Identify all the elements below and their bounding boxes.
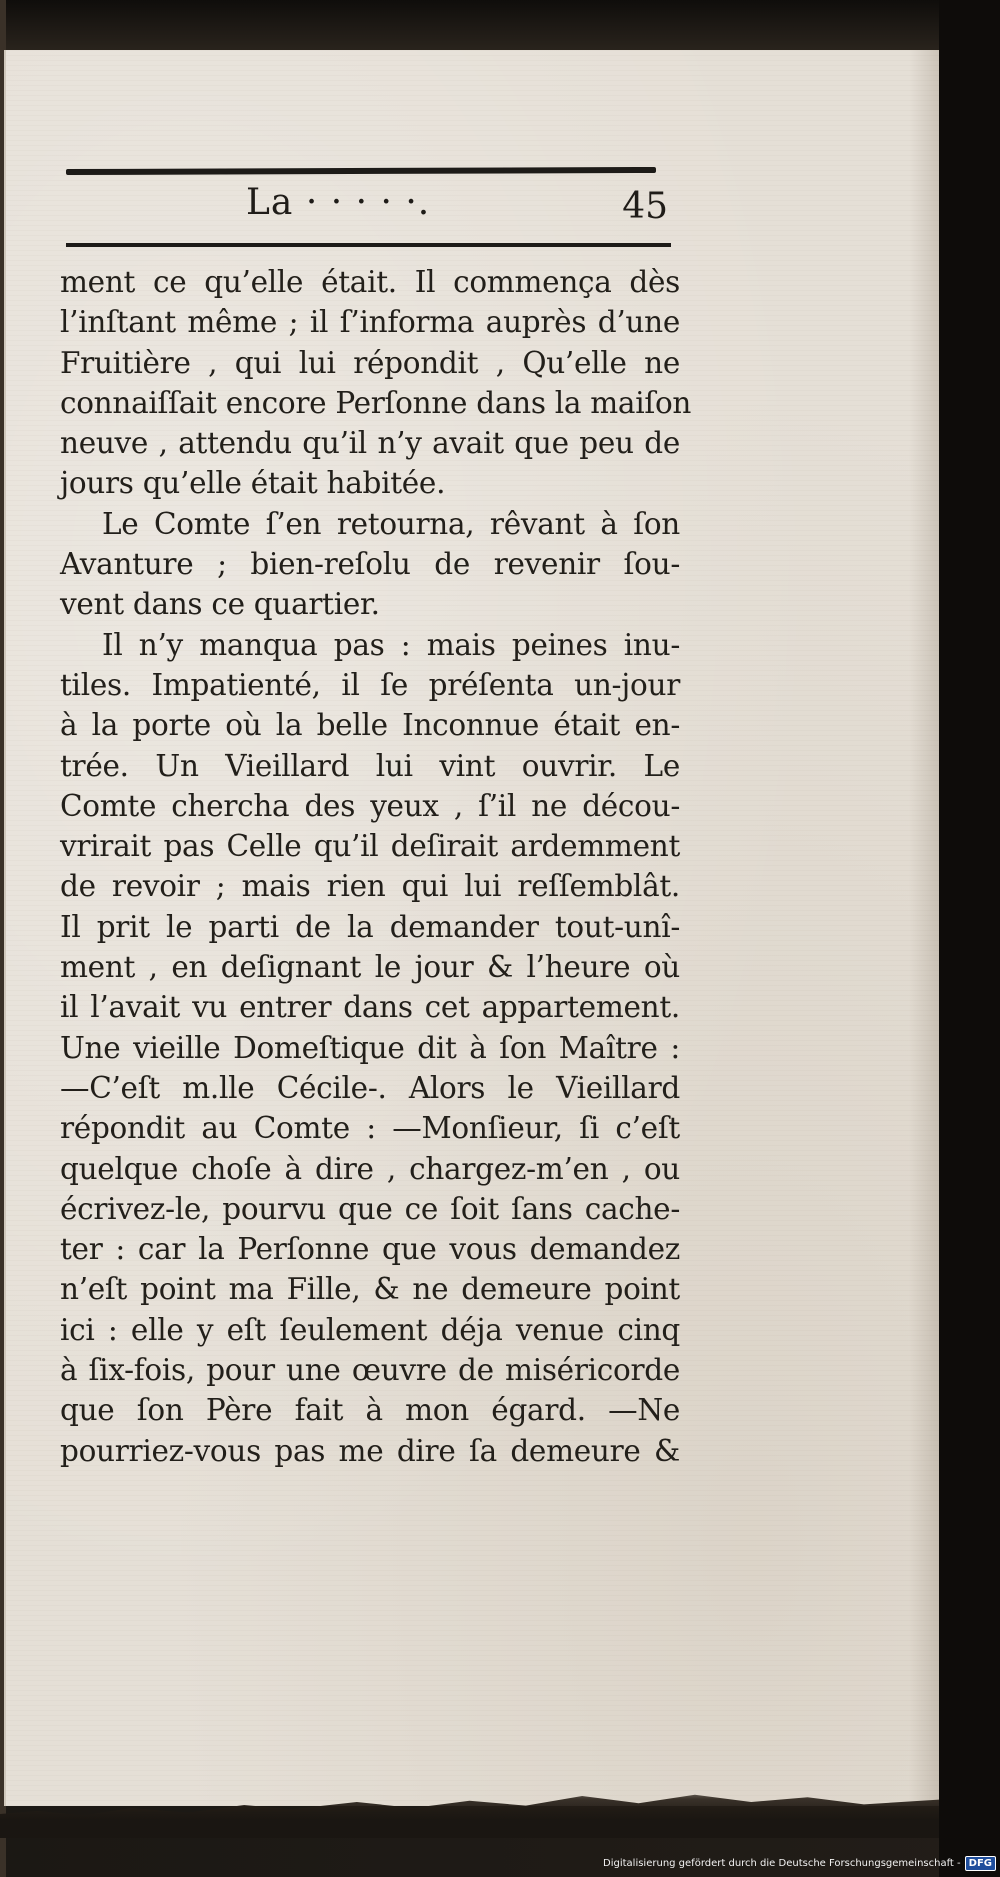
text-line: Il n’y manqua pas : mais peines inu- <box>102 627 680 662</box>
text-line: répondit au Comte : —Monſieur, ſi c’eſt <box>60 1111 680 1146</box>
text-line: Comte chercha des yeux , ſ’il ne décou- <box>60 788 680 823</box>
text-line: pourriez-vous pas me dire ſa demeure & <box>60 1433 680 1468</box>
text-line: connaiſſait encore Perſonne dans la maiſon <box>60 385 692 420</box>
text-line: Une vieille Domeſtique dit à ſon Maître : <box>60 1030 680 1065</box>
scan-top-edge <box>0 0 1000 52</box>
text-line: jours qu’elle était habitée. <box>60 466 446 501</box>
text-line: Fruitière , qui lui répondit , Qu’elle ne <box>60 345 680 380</box>
text-line: Le Comte ſ’en retourna, rêvant à ſon <box>102 506 680 541</box>
text-line: vent dans ce quartier. <box>60 587 380 622</box>
text-line: ment ce qu’elle était. Il commença dès <box>60 265 680 299</box>
scan-right-background <box>939 0 1000 1877</box>
text-line: Il prit le parti de la demander tout-unî- <box>60 909 680 944</box>
digitization-credit <box>603 1853 996 1873</box>
text-line: ici : elle y eſt ſeulement déja venue cinq <box>60 1312 680 1347</box>
text-line: ter : car la Perſonne que vous demandez <box>60 1232 680 1267</box>
text-line: écrivez-le, pourvu que ce ſoit ſans cache- <box>60 1191 680 1226</box>
text-line: à la porte où la belle Inconnue était en- <box>60 708 680 743</box>
text-line: tiles. Impatienté, il ſe préſenta un-jour <box>60 667 680 702</box>
header-rule-bottom <box>66 243 671 247</box>
text-line: l’inſtant même ; il ſ’informa auprès d’une <box>60 305 680 340</box>
page-gutter-shadow <box>909 50 939 1806</box>
text-line: Avanture ; bien-reſolu de revenir ſou- <box>60 547 680 582</box>
text-line: —C’eſt m.lle Cécile-. Alors le Vieillard <box>60 1070 680 1105</box>
running-head <box>66 172 676 238</box>
text-line: de revoir ; mais rien qui lui reſſemblât. <box>60 869 680 904</box>
page-number: 45 <box>622 186 668 227</box>
text-line: que ſon Père fait à mon égard. —Ne <box>60 1393 680 1428</box>
text-line: il l’avait vu entrer dans cet appartement. <box>60 990 680 1025</box>
text-line: quelque choſe à dire , chargez-m’en , ou <box>60 1151 680 1186</box>
text-line: vrirait pas Celle qu’il deſirait ardemment <box>60 829 680 864</box>
body-text <box>60 262 692 1471</box>
text-line: n’eſt point ma Fille, & ne demeure point <box>60 1272 680 1307</box>
running-head-title: La · · · · ·. <box>246 182 431 223</box>
dfg-logo: DFG <box>965 1856 996 1871</box>
text-line: trée. Un Vieillard lui vint ouvrir. Le <box>60 748 680 783</box>
text-line: ment , en deſignant le jour & l’heure où <box>60 950 680 985</box>
text-line: à ſix-fois, pour une œuvre de miséricorde <box>60 1353 680 1388</box>
credit-text: Digitalisierung gefördert durch die Deutsche Forschungsgemeinschaft - <box>603 1857 961 1869</box>
text-line: neuve , attendu qu’il n’y avait que peu de <box>60 426 680 461</box>
